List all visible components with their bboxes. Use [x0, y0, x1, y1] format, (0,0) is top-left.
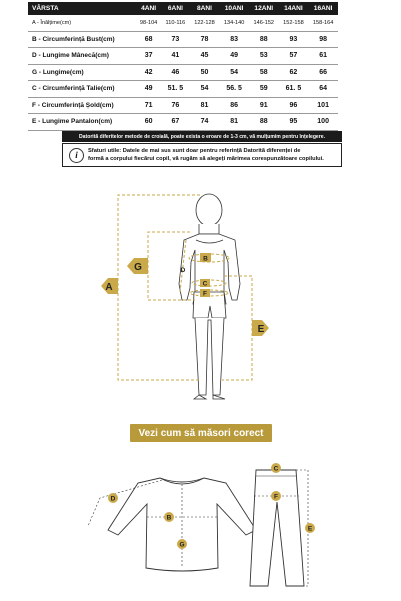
- table-cell: 62: [279, 64, 309, 81]
- svg-text:B: B: [166, 514, 172, 522]
- table-cell: 83: [219, 31, 249, 48]
- letter-A-marker: [101, 278, 118, 294]
- body-measurement-diagram: [0, 180, 401, 420]
- table-header-row: [28, 2, 338, 15]
- header-age: 10ANI: [219, 2, 249, 15]
- table-cell: 68: [136, 31, 161, 48]
- table-cell: 58: [249, 64, 279, 81]
- svg-text:C: C: [202, 280, 208, 288]
- svg-text:G: G: [134, 262, 142, 273]
- tips-line: formă a corpului fiecărui copil, vă rugăm să alegeți mărimea corespunzătoare copilului.: [88, 156, 324, 162]
- svg-text:F: F: [274, 493, 278, 501]
- tips-box: [62, 143, 342, 167]
- table-cell: 110-116: [161, 15, 189, 31]
- table-cell: 100: [308, 114, 338, 131]
- table-cell: 66: [308, 64, 338, 81]
- table-cell: 76: [161, 97, 189, 114]
- letter-G-marker: [127, 258, 148, 274]
- pajama-pants-outline: [250, 470, 304, 586]
- row-label: D - Lungime Mânecă(cm): [28, 48, 136, 65]
- table-cell: 96: [279, 97, 309, 114]
- table-cell: 122-128: [190, 15, 220, 31]
- svg-text:D: D: [180, 267, 186, 274]
- how-to-measure-title: Vezi cum să măsori corect: [130, 424, 272, 442]
- table-cell: 71: [136, 97, 161, 114]
- header-age: 12ANI: [249, 2, 279, 15]
- header-age: 16ANI: [308, 2, 338, 15]
- table-cell: 73: [161, 31, 189, 48]
- table-cell: 54: [190, 81, 220, 98]
- header-age: 6ANI: [161, 2, 189, 15]
- tips-text: [88, 147, 324, 163]
- letter-D-marker: [108, 493, 118, 503]
- pajama-measurement-diagram: [0, 446, 401, 596]
- size-table: [28, 2, 338, 131]
- table-cell: 95: [279, 114, 309, 131]
- tips-line: Sfaturi utile: Datele de mai sus sunt doar pentru referință Datorită diferenței de: [88, 148, 301, 154]
- row-label: G - Lungime(cm): [28, 64, 136, 81]
- table-row-height: [28, 15, 338, 31]
- table-row-length: [28, 64, 338, 81]
- letter-E-marker: [252, 320, 269, 336]
- info-icon: i: [69, 148, 84, 163]
- table-cell: 158-164: [308, 15, 338, 31]
- table-cell: 81: [219, 114, 249, 131]
- letter-F-marker: [200, 289, 210, 298]
- table-cell: 50: [190, 64, 220, 81]
- row-label: E - Lungime Pantalon(cm): [28, 114, 136, 131]
- header-age: 14ANI: [279, 2, 309, 15]
- table-cell: 41: [161, 48, 189, 65]
- letter-E-marker: [305, 523, 315, 533]
- table-cell: 51. 5: [161, 81, 189, 98]
- header-age: 8ANI: [190, 2, 220, 15]
- table-cell: 61: [308, 48, 338, 65]
- letter-F-marker: [271, 491, 281, 501]
- table-cell: 57: [279, 48, 309, 65]
- table-cell: 134-140: [219, 15, 249, 31]
- table-cell: 56. 5: [219, 81, 249, 98]
- letter-G-marker: [177, 539, 187, 549]
- letter-B-marker: [164, 512, 174, 522]
- row-label: A - Înălțime(cm): [28, 15, 136, 31]
- table-cell: 54: [219, 64, 249, 81]
- table-cell: 37: [136, 48, 161, 65]
- table-row-hip: [28, 97, 338, 114]
- table-cell: 64: [308, 81, 338, 98]
- row-label: F - Circumferință Șold(cm): [28, 97, 136, 114]
- svg-text:G: G: [179, 541, 185, 549]
- header-age: 4ANI: [136, 2, 161, 15]
- table-cell: 81: [190, 97, 220, 114]
- table-cell: 42: [136, 64, 161, 81]
- table-cell: 45: [190, 48, 220, 65]
- table-cell: 91: [249, 97, 279, 114]
- table-row-waist: [28, 81, 338, 98]
- table-cell: 46: [161, 64, 189, 81]
- header-age-label: VÂRSTA: [28, 2, 136, 15]
- table-cell: 88: [249, 31, 279, 48]
- measurement-error-note: Datorită diferitelor metode de croială, poate exista o eroare de 1-3 cm, vă mulțumim pentru înțelegere.: [62, 131, 342, 142]
- table-row-bust: [28, 31, 338, 48]
- table-cell: 88: [249, 114, 279, 131]
- table-cell: 53: [249, 48, 279, 65]
- svg-text:E: E: [257, 324, 265, 335]
- svg-text:F: F: [203, 290, 207, 298]
- table-cell: 60: [136, 114, 161, 131]
- svg-text:A: A: [105, 282, 113, 293]
- table-cell: 152-158: [279, 15, 309, 31]
- table-cell: 98: [308, 31, 338, 48]
- table-cell: 98-104: [136, 15, 161, 31]
- letter-B-marker: [200, 253, 211, 263]
- svg-text:B: B: [203, 255, 208, 263]
- letter-C-marker: [271, 463, 281, 473]
- table-cell: 67: [161, 114, 189, 131]
- row-label: C - Circumferință Talie(cm): [28, 81, 136, 98]
- table-cell: 93: [279, 31, 309, 48]
- table-row-sleeve: [28, 48, 338, 65]
- table-cell: 59: [249, 81, 279, 98]
- table-row-pants-length: [28, 114, 338, 131]
- svg-text:D: D: [110, 495, 116, 503]
- table-cell: 49: [219, 48, 249, 65]
- table-cell: 86: [219, 97, 249, 114]
- table-cell: 74: [190, 114, 220, 131]
- table-cell: 146-152: [249, 15, 279, 31]
- table-cell: 101: [308, 97, 338, 114]
- row-label: B - Circumferință Bust(cm): [28, 31, 136, 48]
- table-cell: 78: [190, 31, 220, 48]
- svg-text:E: E: [307, 525, 313, 533]
- letter-C-marker: [200, 279, 210, 288]
- table-cell: 61. 5: [279, 81, 309, 98]
- svg-text:C: C: [273, 465, 279, 473]
- table-cell: 49: [136, 81, 161, 98]
- letter-D-marker: [181, 267, 186, 274]
